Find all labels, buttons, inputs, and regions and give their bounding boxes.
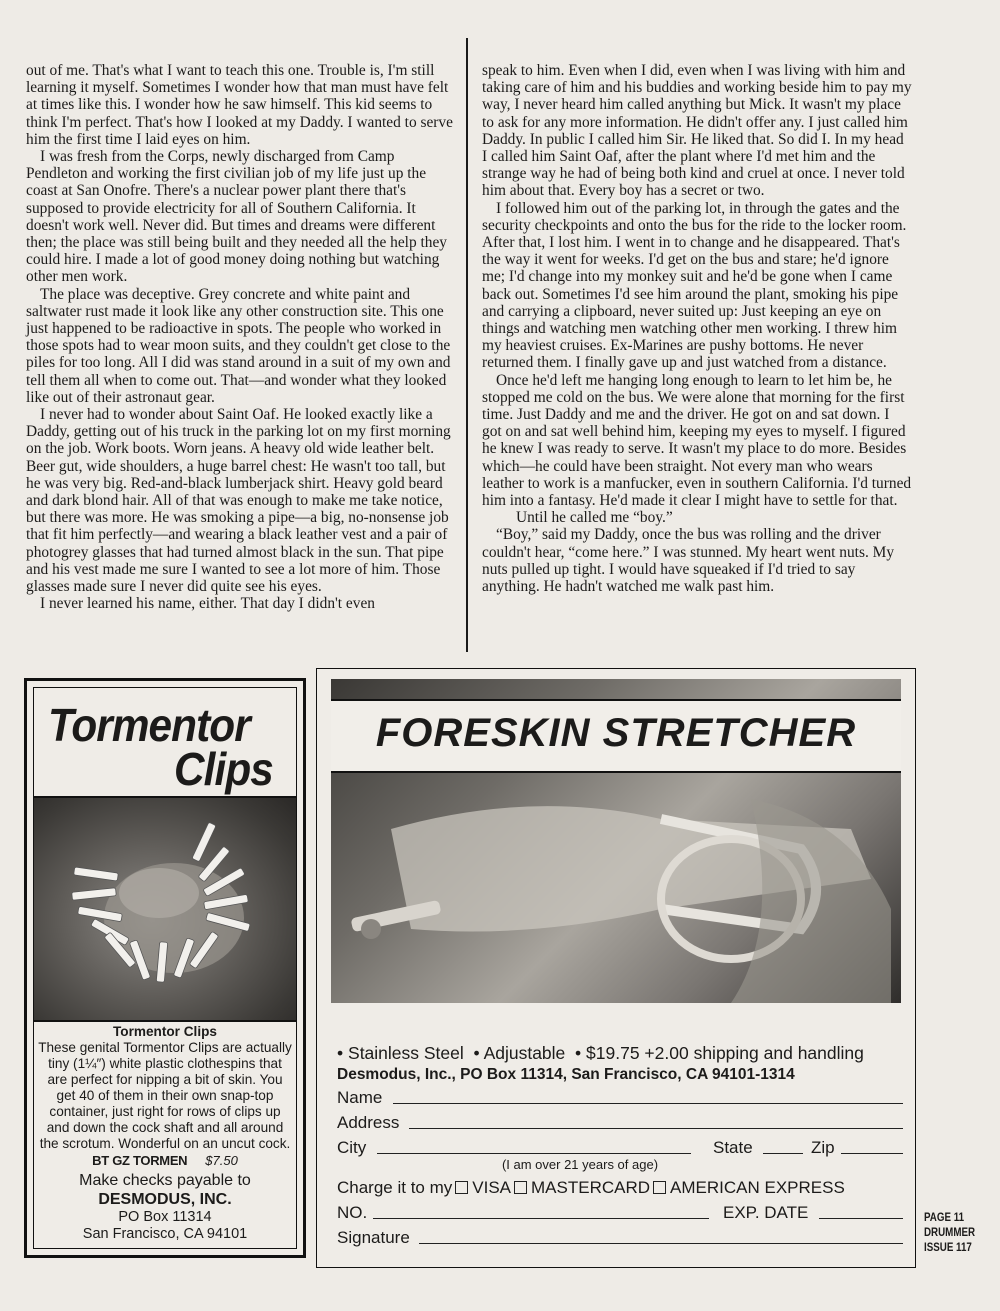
article-paragraph: I never learned his name, either. That day I didn't even — [40, 595, 375, 613]
zip-label: Zip — [811, 1138, 835, 1157]
bullet-icon: • — [337, 1043, 344, 1063]
product-code-line — [38, 1153, 292, 1169]
address-row — [337, 1110, 903, 1135]
ad-description: These genital Tormentor Clips are actually tiny (1¼″) white plastic clothespins that are perfect for nipping a bit of skin. You get 40 of them in their own snap-top container, just right for rows of clips up and down the cock shaft and all around the scrotum. Wonderful on an uncut cock. — [38, 1040, 292, 1151]
magazine-name: DRUMMER — [924, 1227, 976, 1239]
product-code: BT GZ TORMEN — [92, 1153, 188, 1168]
bullet-icon: • — [473, 1043, 480, 1063]
charge-label: Charge it to my — [337, 1178, 453, 1197]
visa-checkbox[interactable] — [455, 1181, 468, 1194]
article-paragraph: Until he called me “boy.” — [516, 509, 673, 527]
signature-row — [337, 1225, 903, 1250]
issue-number: ISSUE 117 — [924, 1242, 972, 1254]
article-paragraph: out of me. That's what I want to teach this one. Trouble is, I'm still learning it myself. Sometimes I wonder how that man must have felt at times like this. I wonder how he saw himself. This kid seems to think I'm perfect. That's how I looked at my Daddy. I wanted to serve him the first time I laid eyes on him. — [26, 62, 453, 148]
city-row — [337, 1135, 903, 1160]
payment-note: Make checks payable to — [79, 1172, 251, 1189]
clothespins-illustration — [34, 798, 296, 1020]
ad-title: FORESKIN STRETCHER — [375, 711, 857, 755]
article-paragraph: I never had to wonder about Saint Oaf. He looked exactly like a Daddy, getting out of his truck in the parking lot on my first morning on the job. Work boots. Worn jeans. A heavy old wide leather belt. Beer gut, wide shoulders, a huge barrel chest: He wasn't too tall, but he was very big. Red-and-black lumberjack shirt. Heavy gold beard and dark blond hair. All of that was enough to make me take notice, but there was more. He was smoking a pipe—a big, no-nonsense job that fit him perfectly—and wearing a black leather vest and a pair of photogrey glasses that had turned almost black in the sun. That pipe and his vest made me sure I wanted to see a lot more of him. Those glasses made sure I never did quite see his eyes. — [26, 406, 451, 596]
exp-date-field[interactable] — [819, 1200, 903, 1219]
company-line: Desmodus, Inc., PO Box 11314, San Francisco, CA 94101-1314 — [337, 1066, 795, 1083]
age-note: (I am over 21 years of age) — [501, 1157, 659, 1172]
clips-photo — [34, 798, 296, 1022]
company-address: San Francisco, CA 94101 — [82, 1226, 248, 1242]
amex-checkbox[interactable] — [653, 1181, 666, 1194]
ad-title-line: Tormentor — [48, 699, 250, 751]
mastercard-label: MASTERCARD — [531, 1178, 651, 1197]
product-price: $7.50 — [205, 1153, 238, 1168]
exp-date-label: EXP. DATE — [723, 1203, 809, 1222]
visa-label: VISA — [472, 1178, 512, 1197]
foreskin-stretcher-ad — [316, 668, 916, 1268]
signature-label: Signature — [337, 1228, 410, 1247]
state-label: State — [713, 1138, 753, 1157]
ad-title-line: Clips — [174, 743, 273, 795]
ad-title — [34, 688, 296, 798]
column-divider — [466, 38, 468, 652]
amex-label: AMERICAN EXPRESS — [670, 1178, 845, 1197]
zip-field[interactable] — [841, 1135, 903, 1154]
company-address: PO Box 11314 — [118, 1209, 212, 1225]
card-number-label: NO. — [337, 1203, 368, 1222]
ad-heading: Tormentor Clips — [113, 1024, 217, 1039]
signature-field[interactable] — [419, 1225, 903, 1244]
address-label: Address — [337, 1113, 400, 1132]
article-column-left — [26, 62, 456, 613]
card-number-row — [337, 1200, 903, 1225]
name-field[interactable] — [393, 1085, 903, 1104]
mastercard-checkbox[interactable] — [514, 1181, 527, 1194]
card-number-field[interactable] — [373, 1200, 709, 1219]
article-paragraph: “Boy,” said my Daddy, once the bus was rolling and the driver couldn't hear, “come here.” I was stunned. My heart went nuts. My nuts pulled up tight. I would have squeaked if I'd tried to say anything. He hadn't watched me walk past him. — [482, 526, 895, 596]
charge-row — [337, 1175, 903, 1200]
page-footer — [924, 1211, 975, 1256]
company-name: DESMODUS, INC. — [98, 1191, 232, 1208]
article-paragraph: speak to him. Even when I did, even when I was living with him and taking care of him and his buddies and working beside him to pay my way, I never heard him called anything but Mick. It wasn't my place to ask for any more information. He didn't offer any. I just called him Daddy. In public I called him Sir. He liked that. So did I. In my head I called him Saint Oaf, after the plant where I'd met him and the strange way he had of being both kind and cruel at once. I never told him about that. Every boy has a secret or two. — [482, 62, 912, 200]
name-row — [337, 1085, 903, 1110]
ad-copy — [38, 1024, 292, 1243]
article-column-right — [482, 62, 912, 595]
article-paragraph: The place was deceptive. Grey concrete and white paint and saltwater rust made it look like any other construction site. This one just happened to be radioactive in spots. The people who worked in those spots had to wear moon suits, and they couldn't get close to the piles for too long. All I did was stand around in a suit of my own and tell them all when to come out. That—and wonder what they looked like out of their astronaut gear. — [26, 285, 451, 406]
bullet-icon: • — [575, 1043, 582, 1063]
city-label: City — [337, 1138, 367, 1157]
state-field[interactable] — [763, 1135, 803, 1154]
ad-title-banner — [331, 699, 901, 773]
price: $19.75 +2.00 shipping and handling — [586, 1043, 864, 1063]
feature: Stainless Steel — [348, 1043, 464, 1063]
feature: Adjustable — [483, 1043, 566, 1063]
article-paragraph: I followed him out of the parking lot, in through the gates and the security checkpoints and onto the bus for the ride to the locker room. After that, I lost him. I went in to change and he disappeared. That's the way it went for weeks. I'd get on the bus and stare; he'd ignore me; I'd change into my monkey suit and he'd be gone when I came back out. Sometimes I'd see him around the plant, smoking his pipe and carrying a clipboard, never suited up: Just keeping an eye on things and watching men watching other men working. I threw him my heaviest cruises. Ex-Marines are pushy bottoms. He never returned them. I finally gave up and just watched from a distance. — [482, 199, 907, 372]
article-paragraph: Once he'd left me hanging long enough to learn to let him be, he stopped me cold on the bus. We were alone that morning for the first time. Just Daddy and me and the driver. He got on and sat down. I got on and sat well behind him, keeping my eyes to myself. I figured he knew I was ready to serve. It wasn't my place to do more. Besides which—he could have been straight. Not every man who wears leather to work is a manfucker, even in southern California. I'd turned him into a fantasy. He'd made it clear I might have to settle for that. — [482, 371, 912, 510]
feature-list — [337, 1043, 903, 1063]
page-number: PAGE 11 — [924, 1212, 965, 1224]
address-field[interactable] — [409, 1110, 903, 1129]
city-field[interactable] — [377, 1135, 691, 1154]
order-form — [337, 1043, 903, 1250]
article-paragraph: I was fresh from the Corps, newly discharged from Camp Pendleton and working the first civilian job of my life just up the coast at San Onofre. There's a nuclear power plant there that's supposed to provide electricity for all of Southern California. It doesn't work well. Never did. But times and dreams were different then; the place was still being built and they needed all the help they could hire. I made a lot of good money doing nothing but watching other men work. — [26, 148, 447, 286]
name-label: Name — [337, 1088, 383, 1107]
